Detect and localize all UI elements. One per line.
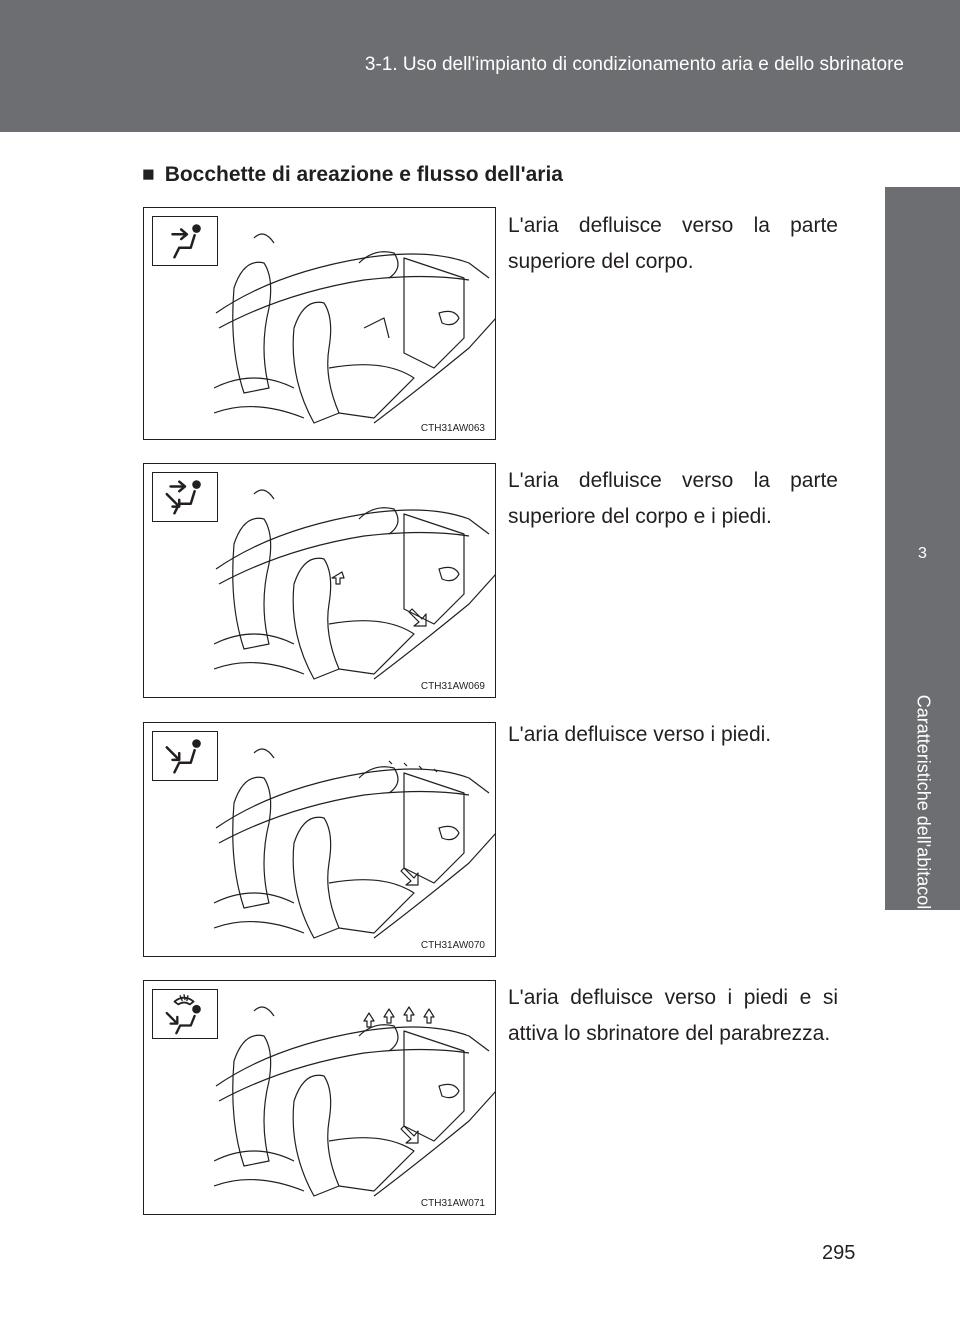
chapter-number: 3: [918, 545, 927, 562]
figure-foot-mode: [143, 722, 496, 957]
mode-description: L'aria defluisce verso i piedi.: [508, 723, 772, 746]
foot-defroster-mode-icon: [152, 989, 218, 1039]
figure-bilevel-mode: [143, 463, 496, 698]
cabin-illustration: [214, 733, 496, 948]
chapter-title: Caratteristiche dell'abitacolo: [913, 694, 934, 920]
header-band: [0, 0, 960, 132]
mode-description: L'aria defluisce verso i piedi e si attiva lo sbrinatore del parabrezza.: [508, 986, 838, 1045]
mode-description: L'aria defluisce verso la parte superiore del corpo e i piedi.: [508, 469, 838, 528]
section-heading-text: Bocchette di areazione e flusso dell'aria: [164, 163, 563, 186]
section-heading: [142, 163, 563, 187]
mode-description: L'aria defluisce verso la parte superiore del corpo.: [508, 214, 838, 273]
cabin-illustration: [214, 991, 496, 1206]
figure-code: CTH31AW069: [420, 681, 485, 692]
figure-code: CTH31AW063: [420, 423, 485, 434]
figure-face-mode: [143, 207, 496, 440]
chapter-tab: [885, 187, 960, 920]
section-title: 3-1. Uso dell'impianto di condizionamento aria e dello sbrinatore: [364, 54, 904, 75]
cabin-illustration: [214, 474, 496, 689]
figure-code: CTH31AW071: [420, 1198, 485, 1209]
figure-code: CTH31AW070: [420, 940, 485, 951]
foot-vent-mode-icon: [152, 731, 218, 781]
figure-foot-defroster-mode: [143, 980, 496, 1215]
bi-level-vent-mode-icon: [152, 472, 218, 522]
face-vent-mode-icon: [152, 216, 218, 266]
cabin-illustration: [214, 218, 496, 433]
square-bullet-icon: ■: [142, 163, 155, 186]
page-number: 295: [822, 1242, 856, 1264]
